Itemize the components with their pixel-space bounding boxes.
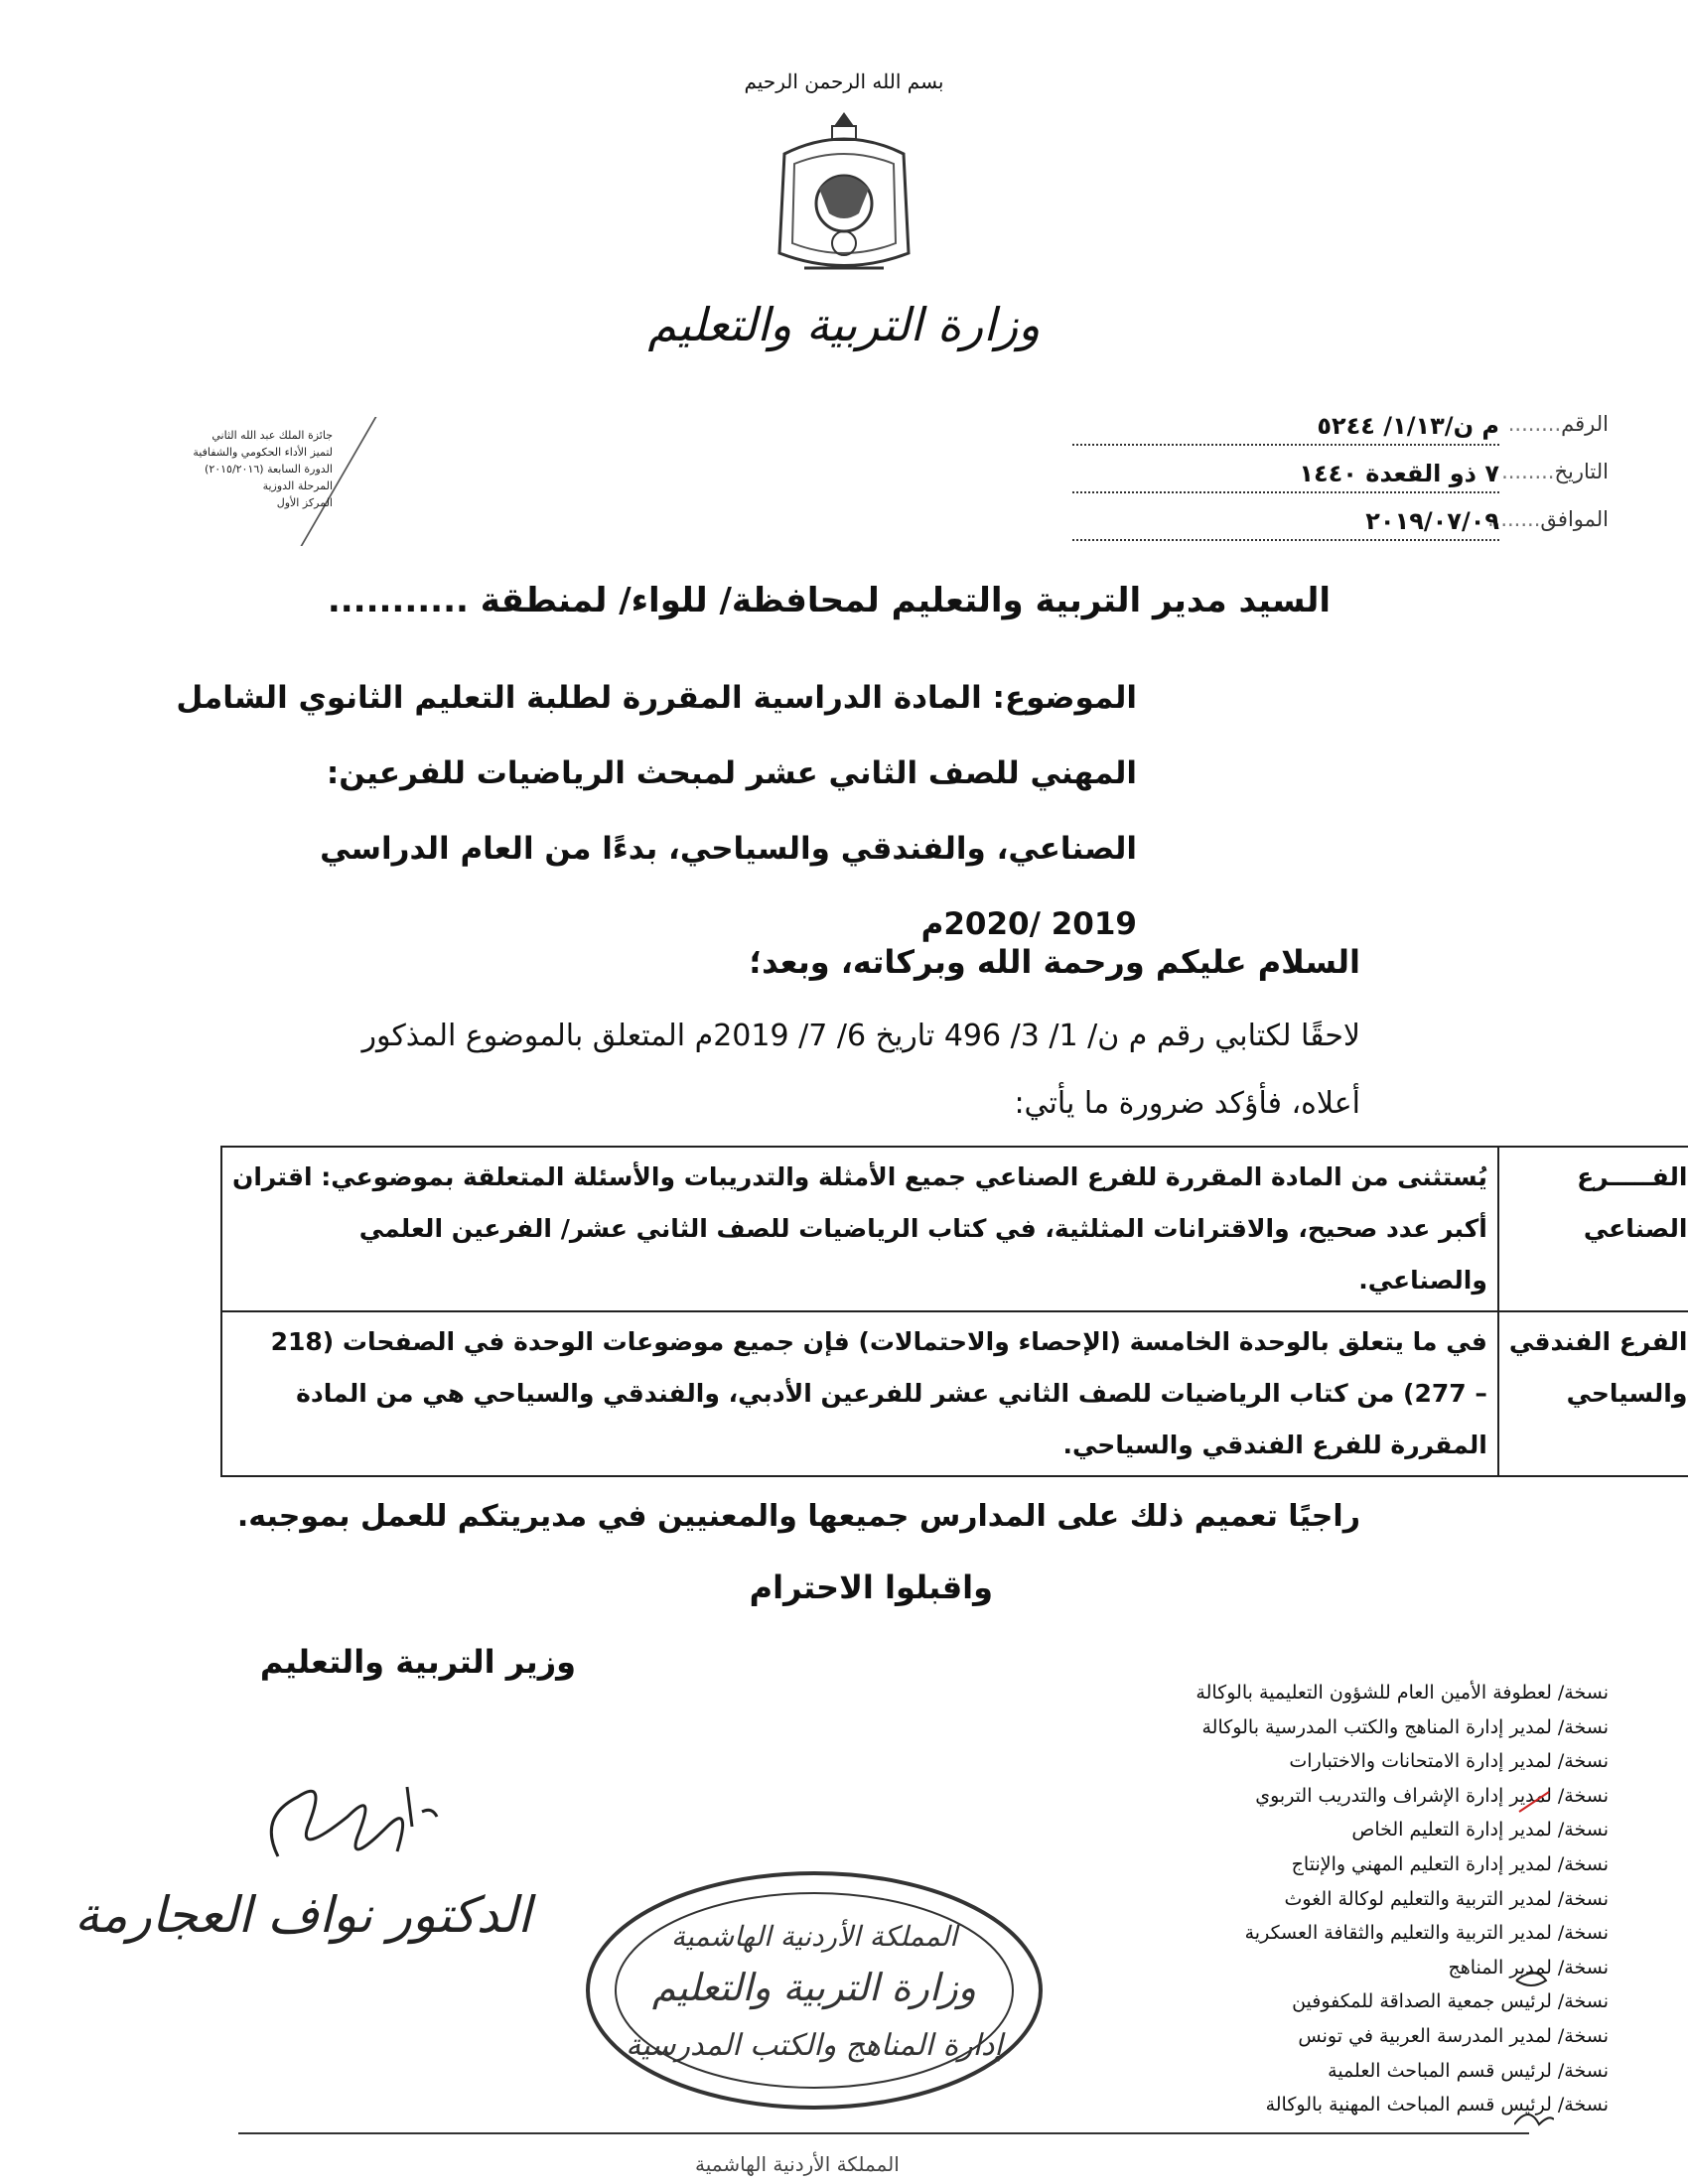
margin-check-marks-icon bbox=[1514, 1782, 1554, 2139]
details-line: يُستثنى من المادة المقررة للفرع الصناعي جميع الأمثلة والتدريبات والأسئلة المتعلقة بموضوعي: اقتران bbox=[232, 1162, 1487, 1191]
hijri-date-row bbox=[1072, 460, 1609, 497]
branch-cell bbox=[1498, 1147, 1688, 1311]
footer-rule bbox=[238, 2132, 1529, 2134]
copy-recipient: نسخة/ لمدير إدارة المناهج والكتب المدرسية بالوكالة bbox=[1201, 1715, 1609, 1738]
closing-request: راجيًا تعميم ذلك على المدارس جميعها والمعنيين في مديريتكم للعمل بموجبه. bbox=[236, 1499, 1360, 1534]
reference-number-row bbox=[1072, 412, 1609, 450]
award-badge-text bbox=[164, 427, 333, 511]
gregorian-date-label: الموافق ........ bbox=[1509, 507, 1609, 531]
ministry-logo-text: وزارة التربية والتعليم bbox=[647, 298, 1041, 351]
hijri-date-value: ٧ ذو القعدة ١٤٤٠ bbox=[1072, 460, 1499, 493]
badge-line: لتميز الأداء الحكومي والشفافية bbox=[193, 446, 333, 459]
handwritten-signature-icon bbox=[238, 1757, 467, 1876]
copy-recipient: نسخة/ لرئيس قسم المباحث المهنية بالوكالة bbox=[1265, 2094, 1609, 2116]
hijri-date-label: التاريخ ........ bbox=[1509, 460, 1609, 483]
intro-paragraph bbox=[40, 1003, 1360, 1138]
badge-line: جائزة الملك عبد الله الثاني bbox=[211, 429, 333, 442]
gregorian-date-row bbox=[1072, 507, 1609, 545]
copy-recipient: نسخة/ لرئيس جمعية الصداقة للمكفوفين bbox=[1292, 1990, 1609, 2013]
copy-recipient: نسخة/ لرئيس قسم المباحث العلمية bbox=[1328, 2059, 1609, 2082]
copy-recipient: نسخة/ لمدير إدارة التعليم المهني والإنتاج bbox=[1291, 1852, 1609, 1875]
copy-recipient: نسخة/ لمدير التربية والتعليم والثقافة العسكرية bbox=[1244, 1922, 1609, 1945]
branch-name: الصناعي bbox=[1583, 1214, 1688, 1243]
reference-number-value: م ن/١/١٣/ ٥٢٤٤ bbox=[1072, 412, 1499, 446]
branches-table bbox=[220, 1146, 1688, 1477]
branch-name: والسياحي bbox=[1566, 1379, 1688, 1408]
table-row bbox=[221, 1311, 1688, 1476]
copy-recipient: نسخة/ لمدير إدارة الامتحانات والاختبارات bbox=[1289, 1750, 1609, 1773]
subject-line: الموضوع: المادة الدراسية المقررة لطلبة التعليم الثانوي الشامل bbox=[176, 680, 1137, 716]
signatory-name: الدكتور نواف العجارمة bbox=[74, 1886, 531, 1944]
subject-line: الصناعي، والفندقي والسياحي، بدءًا من العام الدراسي bbox=[320, 831, 1137, 867]
copy-recipient: نسخة/ لمدير إدارة الإشراف والتدريب التربوي bbox=[1255, 1784, 1609, 1807]
gregorian-date-value: ٢٠١٩/٠٧/٠٩ bbox=[1072, 507, 1499, 541]
branch-name: الفرع الفندقي bbox=[1508, 1327, 1688, 1356]
stamp-line-2: وزارة التربية والتعليم bbox=[651, 1966, 977, 2009]
branch-name: الفـــــرع bbox=[1577, 1162, 1688, 1191]
branch-details-cell bbox=[221, 1147, 1498, 1311]
subject-line: 2019 /2020م bbox=[920, 906, 1137, 942]
branch-details-cell bbox=[221, 1311, 1498, 1476]
badge-line: المرحلة الدوزية bbox=[262, 479, 333, 492]
footer-text: المملكة الأردنية الهاشمية bbox=[695, 2152, 900, 2176]
addressee: السيد مدير التربية والتعليم لمحافظة/ للواء/ لمنطقة ........... bbox=[327, 581, 1331, 620]
badge-line: المركز الأول bbox=[276, 496, 333, 509]
details-line: والصناعي. bbox=[1358, 1266, 1487, 1295]
official-stamp-icon bbox=[581, 1866, 1048, 2115]
branch-cell bbox=[1498, 1311, 1688, 1476]
subject bbox=[176, 660, 1137, 962]
subject-line: المهني للصف الثاني عشر لمبحث الرياضيات للفرعين: bbox=[326, 755, 1137, 791]
basmala: بسم الله الرحمن الرحيم bbox=[744, 69, 944, 93]
stamp-line-1: المملكة الأردنية الهاشمية bbox=[670, 1920, 958, 1953]
details-line: المقررة للفرع الفندقي والسياحي. bbox=[1062, 1431, 1487, 1459]
badge-line: الدورة السابعة (٢٠١٥/٢٠١٦) bbox=[205, 463, 333, 476]
details-line: في ما يتعلق بالوحدة الخامسة (الإحصاء والاحتمالات) فإن جميع موضوعات الوحدة في الصفحات (218 bbox=[270, 1327, 1487, 1356]
copy-recipient: نسخة/ لمدير المناهج bbox=[1448, 1956, 1609, 1979]
reference-number-label: الرقم ........ bbox=[1509, 412, 1609, 436]
copy-recipient: نسخة/ لمدير المدرسة العربية في تونس bbox=[1298, 2024, 1609, 2047]
greeting: السلام عليكم ورحمة الله وبركاته، وبعد؛ bbox=[749, 943, 1360, 981]
details-line: – 277) من كتاب الرياضيات للصف الثاني عشر للفرعين الأدبي، والفندقي والسياحي هي من المادة bbox=[296, 1379, 1487, 1408]
jordan-coat-of-arms-icon bbox=[765, 104, 923, 293]
paragraph-line: لاحقًا لكتابي رقم م ن/ 1/ 3/ 496 تاريخ 6/ 7/ 2019م المتعلق بالموضوع المذكور bbox=[361, 1019, 1360, 1053]
paragraph-line: أعلاه، فأؤكد ضرورة ما يأتي: bbox=[1014, 1086, 1360, 1121]
details-line: أكبر عدد صحيح، والاقترانات المثلثية، في كتاب الرياضيات للصف الثاني عشر/ الفرعين العلمي bbox=[358, 1214, 1487, 1243]
copy-recipient: نسخة/ لعطوفة الأمين العام للشؤون التعليمية بالوكالة bbox=[1196, 1682, 1609, 1704]
copy-recipient: نسخة/ لمدير التربية والتعليم لوكالة الغوث bbox=[1284, 1887, 1609, 1910]
copy-recipient: نسخة/ لمدير إدارة التعليم الخاص bbox=[1351, 1819, 1609, 1842]
table-row bbox=[221, 1147, 1688, 1311]
minister-title: وزير التربية والتعليم bbox=[259, 1643, 576, 1681]
closing-regards: واقبلوا الاحترام bbox=[749, 1569, 993, 1606]
stamp-line-3: إدارة المناهج والكتب المدرسية bbox=[626, 2028, 1003, 2063]
